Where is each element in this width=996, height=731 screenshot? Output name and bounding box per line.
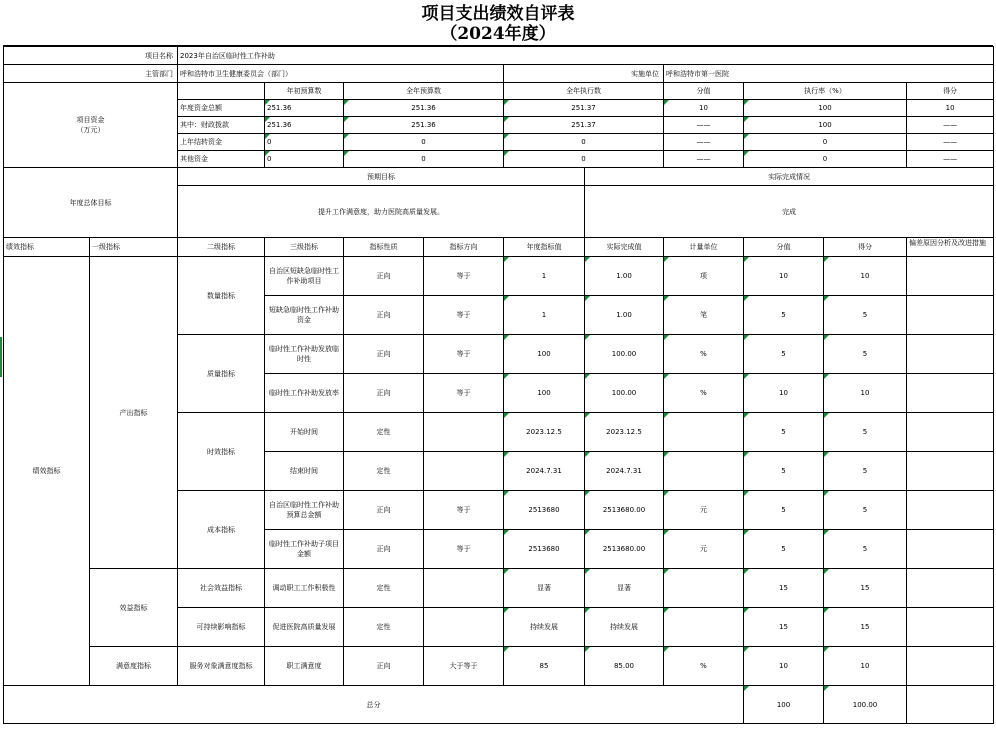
funds-header: 全年预算数 [344,83,504,100]
level1-satisfaction: 满意度指标 [90,647,178,686]
got-cell[interactable]: 5 [824,452,907,491]
level3-cell[interactable]: 促进医院高质量发展 [265,608,344,647]
unit-cell[interactable]: 笔 [664,296,744,335]
target-cell[interactable]: 100 [504,335,585,374]
actual-cell[interactable]: 持续发展 [585,608,664,647]
col-header: 一级指标 [90,238,178,257]
funds-cell[interactable]: 100 [744,117,907,134]
target-cell[interactable]: 1 [504,296,585,335]
level2-social-benefit: 社会效益指标 [178,569,265,608]
level2-sustainable: 可持续影响指标 [178,608,265,647]
funds-cell[interactable]: 251.36 [265,117,344,134]
unit-cell[interactable]: 元 [664,530,744,569]
expected-goal-text[interactable]: 提升工作满意度，助力医院高质量发展。 [178,186,585,238]
funds-cell[interactable]: 0 [344,151,504,168]
target-cell[interactable]: 2513680 [504,491,585,530]
nature-cell[interactable]: 正向 [344,374,424,413]
score-cell[interactable]: 5 [744,335,824,374]
funds-cell[interactable]: 0 [265,151,344,168]
funds-cell[interactable]: 0 [265,134,344,151]
col-header: 分值 [744,238,824,257]
nature-cell[interactable]: 正向 [344,647,424,686]
direction-cell[interactable] [424,452,504,491]
title-year: （2024年度） [440,24,556,44]
total-score[interactable]: 100 [744,686,824,724]
indicator-row [4,569,994,608]
level2-service-satisfaction: 服务对象满意度指标 [178,647,265,686]
actual-cell[interactable]: 100.00 [585,335,664,374]
funds-cell[interactable]: —— [664,151,744,168]
actual-result-text[interactable]: 完成 [585,186,994,238]
direction-cell[interactable]: 等于 [424,335,504,374]
target-cell[interactable]: 100 [504,374,585,413]
funds-row-name: 其中：财政拨款 [178,117,265,134]
col-header: 得分 [824,238,907,257]
direction-cell[interactable] [424,608,504,647]
got-cell[interactable]: 5 [824,491,907,530]
unit-cell[interactable] [664,608,744,647]
funds-cell[interactable]: 0 [744,134,907,151]
got-cell[interactable]: 15 [824,569,907,608]
level3-cell[interactable]: 自治区临时性工作补助预算总金额 [265,491,344,530]
evaluation-table [3,46,994,724]
deviation-cell[interactable] [907,374,994,413]
funds-cell[interactable]: 251.36 [344,100,504,117]
deviation-cell[interactable] [907,452,994,491]
unit-cell[interactable]: 项 [664,257,744,296]
col-header: 年度指标值 [504,238,585,257]
total-label: 总分 [4,686,744,724]
unit-cell[interactable]: % [664,374,744,413]
nature-cell[interactable]: 定性 [344,569,424,608]
got-cell[interactable]: 5 [824,413,907,452]
nature-cell[interactable]: 正向 [344,491,424,530]
direction-cell[interactable]: 等于 [424,257,504,296]
title-main: 项目支出绩效自评表 [421,4,575,24]
dept-label: 主管部门 [4,65,178,83]
project-name-label: 项目名称 [4,47,178,65]
score-cell[interactable]: 10 [744,647,824,686]
impl-unit-value[interactable]: 呼和浩特市第一医院 [664,65,994,83]
nature-cell[interactable]: 正向 [344,257,424,296]
total-row [4,686,994,724]
score-cell[interactable]: 10 [744,257,824,296]
col-header: 实际完成值 [585,238,664,257]
funds-cell[interactable]: 0 [744,151,907,168]
level2-quality: 质量指标 [178,335,265,413]
funds-row-name: 其他资金 [178,151,265,168]
deviation-cell[interactable] [907,296,994,335]
unit-cell[interactable] [664,569,744,608]
nature-cell[interactable]: 定性 [344,413,424,452]
funds-cell[interactable]: 251.36 [344,117,504,134]
funds-cell[interactable]: 251.37 [504,100,664,117]
unit-cell[interactable]: % [664,647,744,686]
col-header: 二级指标 [178,238,265,257]
funds-cell[interactable]: —— [664,117,744,134]
deviation-cell[interactable] [907,257,994,296]
nature-cell[interactable]: 定性 [344,608,424,647]
score-cell[interactable]: 5 [744,530,824,569]
unit-cell[interactable]: % [664,335,744,374]
funds-cell[interactable]: —— [664,134,744,151]
actual-cell[interactable]: 85.00 [585,647,664,686]
level1-output: 产出指标 [90,257,178,569]
level2-cost: 成本指标 [178,491,265,569]
got-cell[interactable]: 15 [824,608,907,647]
impl-unit-label: 实施单位 [504,65,664,83]
score-cell[interactable]: 5 [744,296,824,335]
level1-benefit: 效益指标 [90,569,178,647]
actual-cell[interactable]: 1.00 [585,296,664,335]
direction-cell[interactable]: 等于 [424,374,504,413]
deviation-cell[interactable] [907,530,994,569]
deviation-cell[interactable] [907,647,994,686]
target-cell[interactable]: 持续发展 [504,608,585,647]
funds-header: 得分 [907,83,994,100]
actual-cell[interactable]: 显著 [585,569,664,608]
unit-cell[interactable] [664,413,744,452]
score-cell[interactable]: 15 [744,569,824,608]
level3-cell[interactable]: 临时性工作补助发放临时性 [265,335,344,374]
deviation-cell[interactable] [907,608,994,647]
level3-cell[interactable]: 自治区短缺急临时性工作补助项目 [265,257,344,296]
direction-cell[interactable]: 等于 [424,491,504,530]
direction-cell[interactable] [424,569,504,608]
annual-goal-label: 年度总体目标 [4,168,178,238]
funds-cell[interactable]: —— [907,117,994,134]
funds-cell[interactable]: 251.36 [265,100,344,117]
expected-goal-header: 预期目标 [178,168,585,186]
got-cell[interactable]: 5 [824,530,907,569]
funds-cell[interactable]: —— [907,151,994,168]
direction-cell[interactable] [424,413,504,452]
actual-cell[interactable]: 2023.12.5 [585,413,664,452]
dept-value[interactable]: 呼和浩特市卫生健康委员会（部门） [178,65,504,83]
target-cell[interactable]: 1 [504,257,585,296]
funds-header: 执行率（%） [744,83,907,100]
deviation-cell[interactable] [907,569,994,608]
got-cell[interactable]: 5 [824,296,907,335]
funds-cell[interactable]: 10 [907,100,994,117]
level3-cell[interactable]: 开始时间 [265,413,344,452]
got-cell[interactable]: 10 [824,374,907,413]
project-name-value[interactable]: 2023年自治区临时性工作补助 [178,47,994,65]
nature-cell[interactable]: 正向 [344,530,424,569]
funds-row-name: 上年结转资金 [178,134,265,151]
funds-label-unit: （万元） [76,126,105,134]
nature-cell[interactable]: 定性 [344,452,424,491]
got-cell[interactable]: 10 [824,257,907,296]
funds-label-main: 项目资金 [76,116,105,124]
score-cell[interactable]: 10 [744,374,824,413]
col-header: 计量单位 [664,238,744,257]
target-cell[interactable]: 显著 [504,569,585,608]
actual-cell[interactable]: 1.00 [585,257,664,296]
funds-cell[interactable]: 251.37 [504,117,664,134]
score-cell[interactable]: 15 [744,608,824,647]
funds-cell[interactable]: 0 [344,134,504,151]
level3-cell[interactable]: 结束时间 [265,452,344,491]
funds-cell[interactable]: 100 [744,100,907,117]
direction-cell[interactable]: 大于等于 [424,647,504,686]
level3-cell[interactable]: 职工满意度 [265,647,344,686]
col-header: 三级指标 [265,238,344,257]
funds-label [4,83,178,168]
col-header: 偏差原因分析及改进措施 [907,238,994,257]
deviation-cell[interactable] [907,335,994,374]
funds-cell[interactable]: 0 [504,134,664,151]
actual-cell[interactable]: 2513680.00 [585,491,664,530]
selection-indicator [0,337,2,377]
level2-timeliness: 时效指标 [178,413,265,491]
target-cell[interactable]: 85 [504,647,585,686]
funds-cell[interactable]: 0 [504,151,664,168]
total-deviation[interactable] [907,686,994,724]
got-cell[interactable]: 10 [824,647,907,686]
score-cell[interactable]: 5 [744,452,824,491]
target-cell[interactable]: 2024.7.31 [504,452,585,491]
target-cell[interactable]: 2513680 [504,530,585,569]
direction-cell[interactable]: 等于 [424,296,504,335]
level2-quantity: 数量指标 [178,257,265,335]
deviation-cell[interactable] [907,413,994,452]
perf-indicator-label: 绩效指标 [4,257,90,686]
level3-cell[interactable]: 短缺急临时性工作补助资金 [265,296,344,335]
actual-cell[interactable]: 2513680.00 [585,530,664,569]
score-cell[interactable]: 5 [744,491,824,530]
got-cell[interactable]: 5 [824,335,907,374]
deviation-cell[interactable] [907,491,994,530]
level3-cell[interactable]: 临时性工作补助发放率 [265,374,344,413]
total-got[interactable]: 100.00 [824,686,907,724]
actual-cell[interactable]: 2024.7.31 [585,452,664,491]
evaluation-sheet [3,0,993,724]
funds-header: 年初预算数 [265,83,344,100]
score-cell[interactable]: 5 [744,413,824,452]
funds-cell[interactable]: —— [907,134,994,151]
col-header: 指标方向 [424,238,504,257]
level3-cell[interactable]: 临时性工作补助子项目金额 [265,530,344,569]
col-header: 绩效指标 [4,238,90,257]
direction-cell[interactable]: 等于 [424,530,504,569]
unit-cell[interactable]: 元 [664,491,744,530]
unit-cell[interactable] [664,452,744,491]
indicator-row [4,257,994,296]
funds-cell[interactable]: 10 [664,100,744,117]
indicator-row [4,647,994,686]
nature-cell[interactable]: 正向 [344,335,424,374]
funds-row-name: 年度资金总额 [178,100,265,117]
funds-header-blank [178,83,265,100]
indicator-header-row [4,238,994,257]
sheet-title [3,0,993,46]
actual-result-header: 实际完成情况 [585,168,994,186]
target-cell[interactable]: 2023.12.5 [504,413,585,452]
funds-header: 全年执行数 [504,83,664,100]
nature-cell[interactable]: 正向 [344,296,424,335]
funds-header: 分值 [664,83,744,100]
col-header: 指标性质 [344,238,424,257]
actual-cell[interactable]: 100.00 [585,374,664,413]
level3-cell[interactable]: 调动职工工作积极性 [265,569,344,608]
